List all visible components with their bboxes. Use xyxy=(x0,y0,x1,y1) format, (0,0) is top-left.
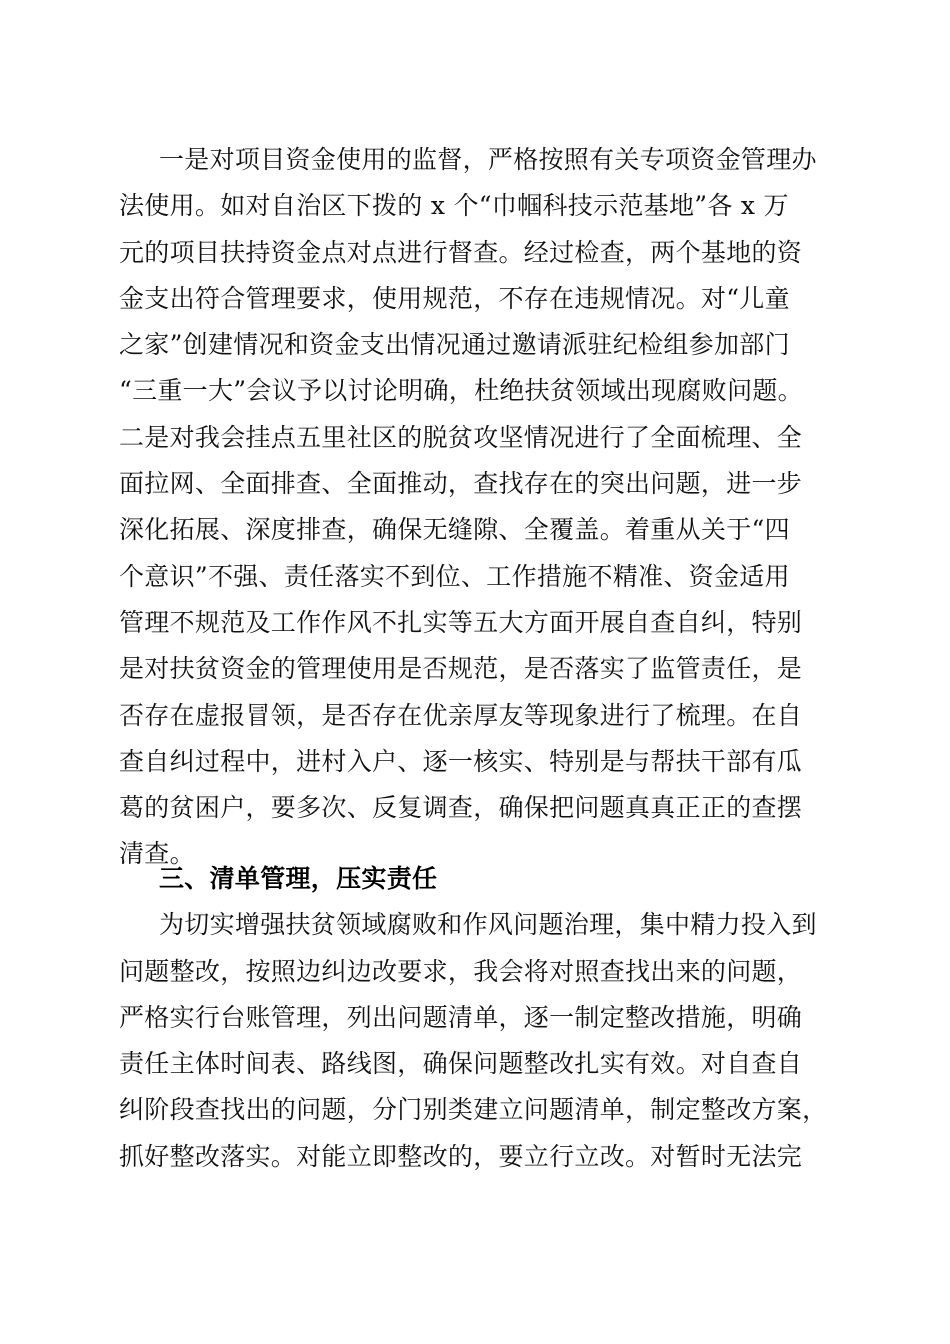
paragraph-line: 葛的贫困户，要多次、反复调查，确保把问题真真正正的查摆 xyxy=(119,793,803,823)
paragraph-line: 为切实增强扶贫领域腐败和作风问题治理，集中精力投入到 xyxy=(159,910,817,940)
paragraph-line: 责任主体时间表、路线图，确保问题整改扎实有效。对自查自 xyxy=(119,1049,803,1079)
paragraph-line: 问题整改，按照边纠边改要求，我会将对照查找出来的问题， xyxy=(119,956,803,986)
paragraph-line: 严格实行台账管理，列出问题清单，逐一制定整改措施，明确 xyxy=(119,1002,803,1032)
paragraph-line: 纠阶段查找出的问题，分门别类建立问题清单，制定整改方案， xyxy=(119,1095,828,1125)
section-heading: 三、清单管理，压实责任 xyxy=(159,864,438,893)
paragraph-line: 金支出符合管理要求，使用规范，不存在违规情况。对“儿童 xyxy=(119,283,790,313)
paragraph-line: 管理不规范及工作作风不扎实等五大方面开展自查自纠，特别 xyxy=(119,607,803,637)
paragraph-line: 个意识”不强、责任落实不到位、工作措施不精准、资金适用 xyxy=(119,561,790,591)
paragraph-line: 清查。 xyxy=(119,839,195,869)
section-three xyxy=(119,856,839,1180)
paragraph-line: 否存在虚报冒领，是否存在优亲厚友等现象进行了梳理。在自 xyxy=(119,700,803,730)
paragraph-line: 法使用。如对自治区下拨的 x 个“巾帼科技示范基地”各 x 万 xyxy=(119,191,789,221)
paragraph-line: 面拉网、全面排查、全面推动，查找存在的突出问题，进一步 xyxy=(119,469,803,499)
paragraph-line: 查自纠过程中，进村入户、逐一核实、特别是与帮扶干部有瓜 xyxy=(119,746,803,776)
paragraph-line: 二是对我会挂点五里社区的脱贫攻坚情况进行了全面梳理、全 xyxy=(119,422,803,452)
paragraph-line: 是对扶贫资金的管理使用是否规范，是否落实了监管责任，是 xyxy=(119,654,803,684)
paragraph-line: 抓好整改落实。对能立即整改的，要立行立改。对暂时无法完 xyxy=(119,1141,803,1171)
paragraph-line: 深化拓展、深度排查，确保无缝隙、全覆盖。着重从关于“四 xyxy=(119,515,790,545)
paragraph-line: 元的项目扶持资金点对点进行督查。经过检查，两个基地的资 xyxy=(119,237,803,267)
paragraph-line: “三重一大”会议予以讨论明确，杜绝扶贫领域出现腐败问题。 xyxy=(119,376,803,406)
paragraph-line: 一是对项目资金使用的监督，严格按照有关专项资金管理办 xyxy=(159,145,817,174)
body-paragraph-inspection xyxy=(119,137,839,878)
paragraph-line: 之家”创建情况和资金支出情况通过邀请派驻纪检组参加部门 xyxy=(119,330,790,360)
